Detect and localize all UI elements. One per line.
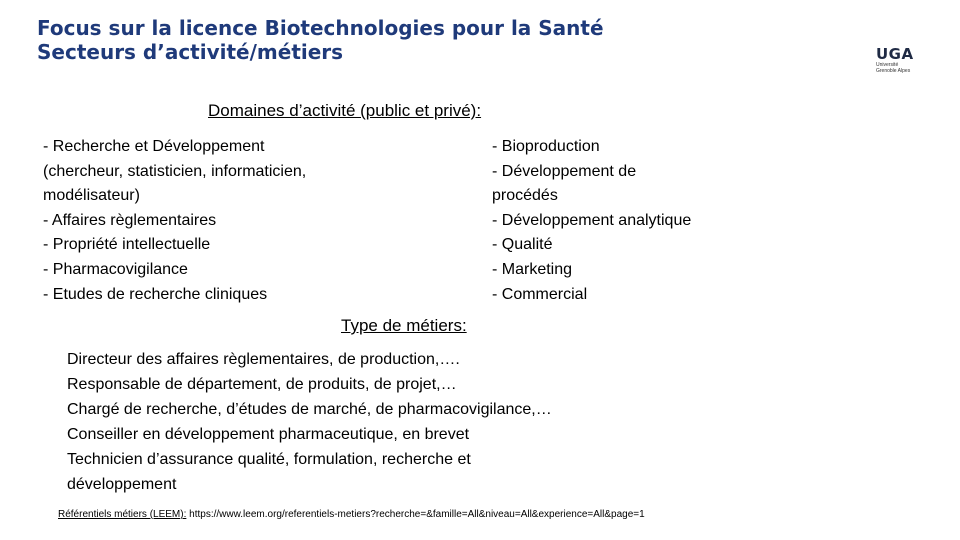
domaines-heading: Domaines d’activité (public et privé):: [208, 101, 482, 120]
list-item: - Qualité: [492, 236, 553, 254]
metiers-list: [67, 347, 552, 497]
domaines-right-list: [492, 135, 691, 307]
reference-link[interactable]: https://www.leem.org/referentiels-metiers?recherche=&famille=All&niveau=All&experience=All&page=1: [186, 509, 645, 520]
list-item: - Pharmacovigilance: [43, 260, 188, 278]
slide-title: [37, 16, 604, 64]
list-item: (chercheur, statisticien, informaticien,: [43, 162, 307, 180]
list-item: - Etudes de recherche cliniques: [43, 285, 268, 303]
list-item: - Propriété intellectuelle: [43, 236, 211, 254]
list-item: Directeur des affaires règlementaires, de production,….: [67, 351, 460, 368]
list-item: - Développement analytique: [492, 211, 692, 229]
list-item: modélisateur): [43, 187, 140, 205]
list-item: - Affaires règlementaires: [43, 211, 217, 229]
domaines-left-list: [43, 135, 306, 307]
list-item: Chargé de recherche, d’études de marché, de pharmacovigilance,…: [67, 401, 552, 418]
list-item: Technicien d’assurance qualité, formulation, recherche et: [67, 451, 471, 468]
reference-footnote: [58, 509, 645, 521]
logo-subtitle-2: Grenoble Alpes: [876, 68, 911, 74]
list-item: développement: [67, 476, 177, 493]
list-item: Responsable de département, de produits, de projet,…: [67, 376, 457, 393]
logo-mark: UGA: [876, 45, 914, 63]
metiers-heading: Type de métiers:: [341, 316, 467, 335]
list-item: - Recherche et Développement: [43, 138, 265, 155]
title-line-1: Focus sur la licence Biotechnologies pour la Santé: [37, 16, 604, 40]
list-item: - Commercial: [492, 285, 588, 303]
reference-label: Référentiels métiers (LEEM):: [58, 509, 187, 520]
uga-logo: [876, 47, 926, 74]
list-item: - Bioproduction: [492, 138, 600, 155]
list-item: procédés: [492, 187, 558, 205]
title-line-2: Secteurs d’activité/métiers: [37, 40, 344, 64]
list-item: - Développement de: [492, 162, 637, 180]
list-item: Conseiller en développement pharmaceutique, en brevet: [67, 426, 470, 443]
logo-subtitle-1: Université: [876, 62, 899, 68]
list-item: - Marketing: [492, 260, 573, 278]
